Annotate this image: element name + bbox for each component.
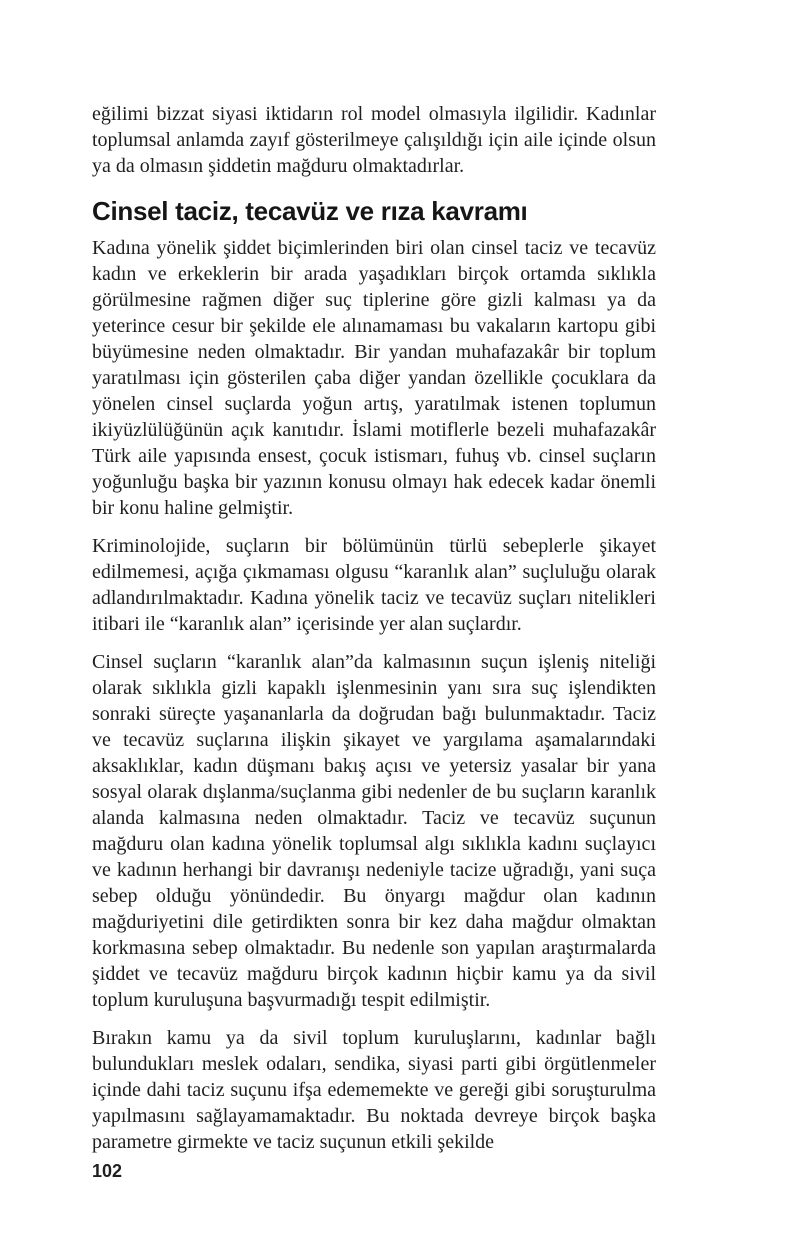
body-paragraph-3: Cinsel suçların “karanlık alan”da kalmasının suçun işleniş niteliği olarak sıklıkla gizli kapaklı işlenmesinin yanı sıra suç işlendikten sonraki süreçte yaşananlarla da doğrudan bağı bulunmaktadır. Taciz ve tecavüz suçlarına ilişkin şikayet ve yargılama aşamalarındaki aksaklıklar, kadın düşmanı bakış açısı ve yetersiz yasalar bir yana sosyal olarak dışlanma/suçlanma gibi nedenler de bu suçların karanlık alanda kalmasına neden olmaktadır. Taciz ve tecavüz suçunun mağduru olan kadına yönelik toplumsal algı sıklıkla kadını suçlayıcı ve kadının herhangi bir davranışı nedeniyle tacize uğradığı, yani suça sebep olduğu yönündedir. Bu önyargı mağdur olan kadının mağduriyetini dile getirdikten sonra bir kez daha mağdur olmaktan korkmasına sebep olmaktadır. Bu nedenle son yapılan araştırmalarda şiddet ve tecavüz mağduru birçok kadının hiçbir kamu ya da sivil toplum kuruluşuna başvurmadığı tespit edilmiştir. (92, 651, 656, 1011)
page-number: 102 (92, 1161, 123, 1181)
body-paragraph-4: Bırakın kamu ya da sivil toplum kuruluşlarını, kadınlar bağlı bulundukları meslek odaları, sendika, siyasi parti gibi örgütlenmeler içinde dahi taciz suçunu ifşa edememekte ve gereği gibi soruşturulma yapılmasını sağlayamamaktadır. Bu noktada devreye birçok başka parametre girmekte ve taciz suçunun etkili şekilde (92, 1027, 656, 1153)
body-paragraph-2: Kriminolojide, suçların bir bölümünün türlü sebeplerle şikayet edilmemesi, açığa çıkmaması olgusu “karanlık alan” suçluluğu olarak adlandırılmaktadır. Kadına yönelik taciz ve tecavüz suçları nitelikleri itibari ile “karanlık alan” içerisinde yer alan suçlardır. (92, 535, 656, 635)
body-paragraph-1: Kadına yönelik şiddet biçimlerinden biri olan cinsel taciz ve tecavüz kadın ve erkeklerin bir arada yaşadıkları birçok ortamda sıklıkla görülmesine rağmen diğer suç tiplerine göre gizli kalması ya da yeterince cesur bir şekilde ele alınamaması bu vakaların kartopu gibi büyümesine neden olmaktadır. Bir yandan muhafazakâr bir toplum yaratılması için gösterilen çaba diğer yandan özellikle çocuklara da yönelen cinsel suçlarda yoğun artış, yaratılmak istenen toplumun ikiyüzlülüğünün açık kanıtıdır. İslami motiflerle bezeli muhafazakâr Türk aile yapısında ensest, çocuk istismarı, fuhuş vb. cinsel suçların yoğunluğu başka bir yazının konusu olmayı hak edecek kadar önemli bir konu haline gelmiştir. (92, 237, 656, 519)
section-heading: Cinsel taciz, tecavüz ve rıza kavramı (92, 196, 528, 226)
text-column (92, 0, 656, 1167)
lead-paragraph: eğilimi bizzat siyasi iktidarın rol model olmasıyla ilgilidir. Kadınlar toplumsal anlamda zayıf gösterilmeye çalışıldığı için aile içinde olsun ya da olmasın şiddetin mağduru olmaktadırlar. (92, 103, 656, 177)
